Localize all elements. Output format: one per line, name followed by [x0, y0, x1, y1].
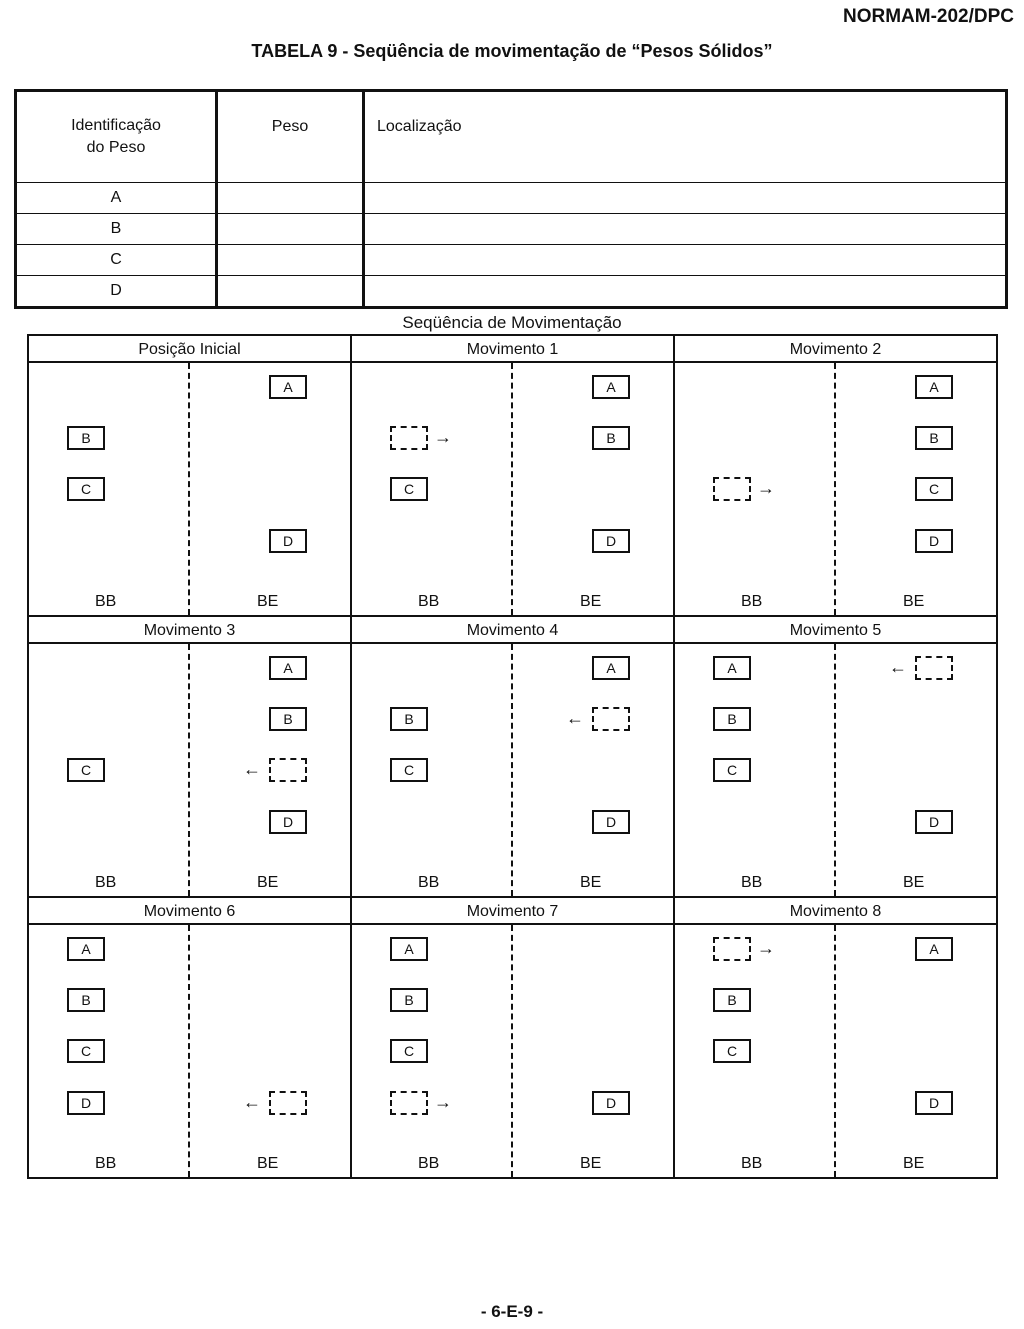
movement-sequence-grid: [27, 334, 997, 1177]
previous-position-box: [269, 1091, 307, 1115]
table-header-row: [16, 91, 1007, 183]
movement-panel-title: Movimento 2: [675, 336, 996, 363]
arrow-right-icon: →: [434, 1092, 452, 1112]
movement-panel: [27, 896, 352, 1179]
cell-weight-id: B: [16, 214, 217, 245]
port-side-label: BB: [418, 1155, 440, 1172]
arrow-left-icon: ←: [889, 657, 907, 677]
movement-panel: [27, 334, 352, 617]
movement-panel-title: Movimento 7: [352, 898, 673, 925]
weight-box: D: [592, 810, 630, 834]
weight-box: A: [592, 375, 630, 399]
cell-weight-location: [364, 276, 1007, 308]
weight-box: C: [390, 758, 428, 782]
previous-position-box: [915, 656, 953, 680]
cell-weight-id: C: [16, 245, 217, 276]
port-side-label: BB: [418, 874, 440, 891]
port-side-label: BB: [741, 593, 763, 610]
weight-box: C: [67, 758, 105, 782]
starboard-side-label: BE: [580, 1155, 602, 1172]
starboard-side-label: BE: [580, 593, 602, 610]
cell-weight-value: [217, 276, 364, 308]
cell-weight-location: [364, 245, 1007, 276]
weight-box: C: [713, 1039, 751, 1063]
movement-panel-title: Posição Inicial: [29, 336, 350, 363]
header-identification-line1: Identificação: [71, 117, 161, 134]
previous-position-box: [390, 426, 428, 450]
weight-box: D: [592, 529, 630, 553]
weight-box: C: [67, 477, 105, 501]
starboard-side-label: BE: [257, 874, 279, 891]
weight-box: B: [67, 988, 105, 1012]
weight-box: A: [915, 937, 953, 961]
weight-box: B: [713, 707, 751, 731]
movement-panel: [673, 334, 998, 617]
weight-box: A: [915, 375, 953, 399]
arrow-right-icon: →: [434, 427, 452, 447]
centerline-divider: [511, 363, 513, 615]
weight-box: B: [592, 426, 630, 450]
cell-weight-value: [217, 214, 364, 245]
movement-panel-title: Movimento 1: [352, 336, 673, 363]
weight-box: C: [67, 1039, 105, 1063]
table-row: [16, 183, 1007, 214]
port-side-label: BB: [741, 1155, 763, 1172]
cell-weight-id: D: [16, 276, 217, 308]
weight-box: B: [390, 707, 428, 731]
previous-position-box: [269, 758, 307, 782]
arrow-right-icon: →: [757, 478, 775, 498]
weight-box: A: [67, 937, 105, 961]
cell-weight-value: [217, 183, 364, 214]
weight-box: B: [390, 988, 428, 1012]
weight-box: C: [390, 1039, 428, 1063]
weight-box: D: [67, 1091, 105, 1115]
centerline-divider: [188, 363, 190, 615]
movement-panel: [350, 615, 675, 898]
weight-box: A: [269, 656, 307, 680]
cell-weight-location: [364, 214, 1007, 245]
header-identification: [16, 91, 217, 183]
table-title: TABELA 9 - Seqüência de movimentação de “Pesos Sólidos”: [251, 41, 773, 61]
weight-box: B: [713, 988, 751, 1012]
starboard-side-label: BE: [903, 1155, 925, 1172]
starboard-side-label: BE: [903, 593, 925, 610]
previous-position-box: [713, 477, 751, 501]
weight-box: A: [713, 656, 751, 680]
port-side-label: BB: [418, 593, 440, 610]
table-row: [16, 276, 1007, 308]
movement-panel: [673, 615, 998, 898]
movement-panel: [27, 615, 352, 898]
cell-weight-location: [364, 183, 1007, 214]
previous-position-box: [592, 707, 630, 731]
centerline-divider: [511, 925, 513, 1177]
centerline-divider: [834, 644, 836, 896]
arrow-left-icon: ←: [566, 708, 584, 728]
table-row: [16, 214, 1007, 245]
weight-box: B: [67, 426, 105, 450]
movement-panel: [673, 896, 998, 1179]
cell-weight-value: [217, 245, 364, 276]
movement-panel-title: Movimento 3: [29, 617, 350, 644]
page-number: - 6-E-9 -: [480, 1302, 544, 1321]
movement-panel-title: Movimento 6: [29, 898, 350, 925]
weight-box: C: [390, 477, 428, 501]
weight-box: B: [915, 426, 953, 450]
arrow-right-icon: →: [757, 938, 775, 958]
weight-box: D: [915, 529, 953, 553]
weight-box: A: [390, 937, 428, 961]
port-side-label: BB: [95, 874, 117, 891]
starboard-side-label: BE: [257, 1155, 279, 1172]
weight-box: D: [269, 810, 307, 834]
centerline-divider: [834, 363, 836, 615]
centerline-divider: [834, 925, 836, 1177]
weight-box: A: [269, 375, 307, 399]
weight-box: A: [592, 656, 630, 680]
starboard-side-label: BE: [257, 593, 279, 610]
centerline-divider: [511, 644, 513, 896]
port-side-label: BB: [95, 593, 117, 610]
header-location: Localização: [364, 91, 1007, 183]
header-weight: Peso: [217, 91, 364, 183]
weight-box: D: [915, 1091, 953, 1115]
weight-box: B: [269, 707, 307, 731]
document-code: NORMAM-202/DPC: [842, 6, 1014, 27]
starboard-side-label: BE: [580, 874, 602, 891]
movement-panel-title: Movimento 4: [352, 617, 673, 644]
arrow-left-icon: ←: [243, 759, 261, 779]
movement-panel-title: Movimento 8: [675, 898, 996, 925]
header-identification-line2: do Peso: [86, 139, 146, 156]
movement-panel-title: Movimento 5: [675, 617, 996, 644]
weight-box: D: [915, 810, 953, 834]
weight-box: D: [592, 1091, 630, 1115]
table-row: [16, 245, 1007, 276]
cell-weight-id: A: [16, 183, 217, 214]
arrow-left-icon: ←: [243, 1092, 261, 1112]
previous-position-box: [713, 937, 751, 961]
centerline-divider: [188, 644, 190, 896]
starboard-side-label: BE: [903, 874, 925, 891]
port-side-label: BB: [741, 874, 763, 891]
movement-panel: [350, 896, 675, 1179]
sequence-title: Seqüência de Movimentação: [402, 313, 622, 332]
port-side-label: BB: [95, 1155, 117, 1172]
previous-position-box: [390, 1091, 428, 1115]
weight-box: C: [713, 758, 751, 782]
weights-table: [14, 89, 1008, 309]
weight-box: C: [915, 477, 953, 501]
weight-box: D: [269, 529, 307, 553]
centerline-divider: [188, 925, 190, 1177]
movement-panel: [350, 334, 675, 617]
